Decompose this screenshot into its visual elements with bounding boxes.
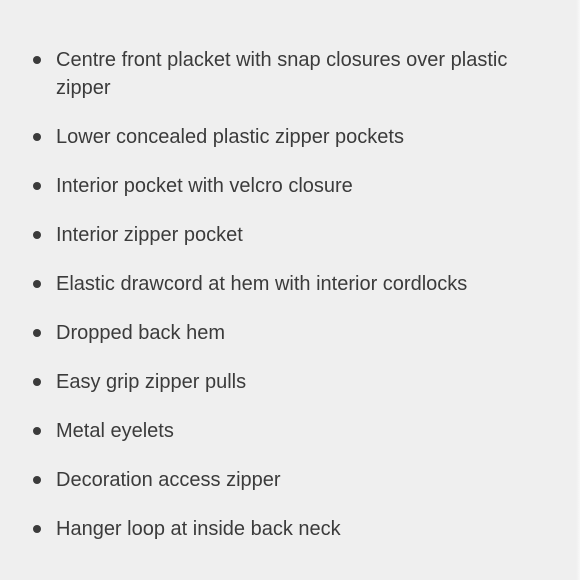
list-item xyxy=(33,46,538,102)
list-item-text: Hanger loop at inside back neck xyxy=(56,518,341,540)
bullet-icon xyxy=(33,231,41,239)
list-item-text: Interior zipper pocket xyxy=(56,224,243,246)
bullet-icon xyxy=(33,476,41,484)
list-item xyxy=(33,319,538,347)
list-item-text: Dropped back hem xyxy=(56,322,225,344)
list-item xyxy=(33,466,538,494)
bullet-icon xyxy=(33,329,41,337)
bullet-icon xyxy=(33,427,41,435)
list-item xyxy=(33,221,538,249)
list-item-text: Interior pocket with velcro closure xyxy=(56,175,353,197)
bullet-icon xyxy=(33,182,41,190)
bullet-icon xyxy=(33,525,41,533)
list-item xyxy=(33,270,538,298)
list-item xyxy=(33,417,538,445)
page-edge-divider xyxy=(576,0,580,580)
list-item-text: Centre front placket with snap closures over plastic zipper xyxy=(56,49,508,99)
bullet-icon xyxy=(33,56,41,64)
list-item xyxy=(33,368,538,396)
feature-list xyxy=(0,46,580,543)
bullet-icon xyxy=(33,280,41,288)
bullet-icon xyxy=(33,378,41,386)
list-item-text: Easy grip zipper pulls xyxy=(56,371,247,393)
list-item-text: Elastic drawcord at hem with interior cordlocks xyxy=(56,273,468,295)
list-item-text: Metal eyelets xyxy=(56,420,174,442)
list-item xyxy=(33,515,538,543)
list-item xyxy=(33,123,538,151)
list-item-text: Lower concealed plastic zipper pockets xyxy=(56,126,404,148)
list-item-text: Decoration access zipper xyxy=(56,469,281,491)
list-item xyxy=(33,172,538,200)
bullet-icon xyxy=(33,133,41,141)
